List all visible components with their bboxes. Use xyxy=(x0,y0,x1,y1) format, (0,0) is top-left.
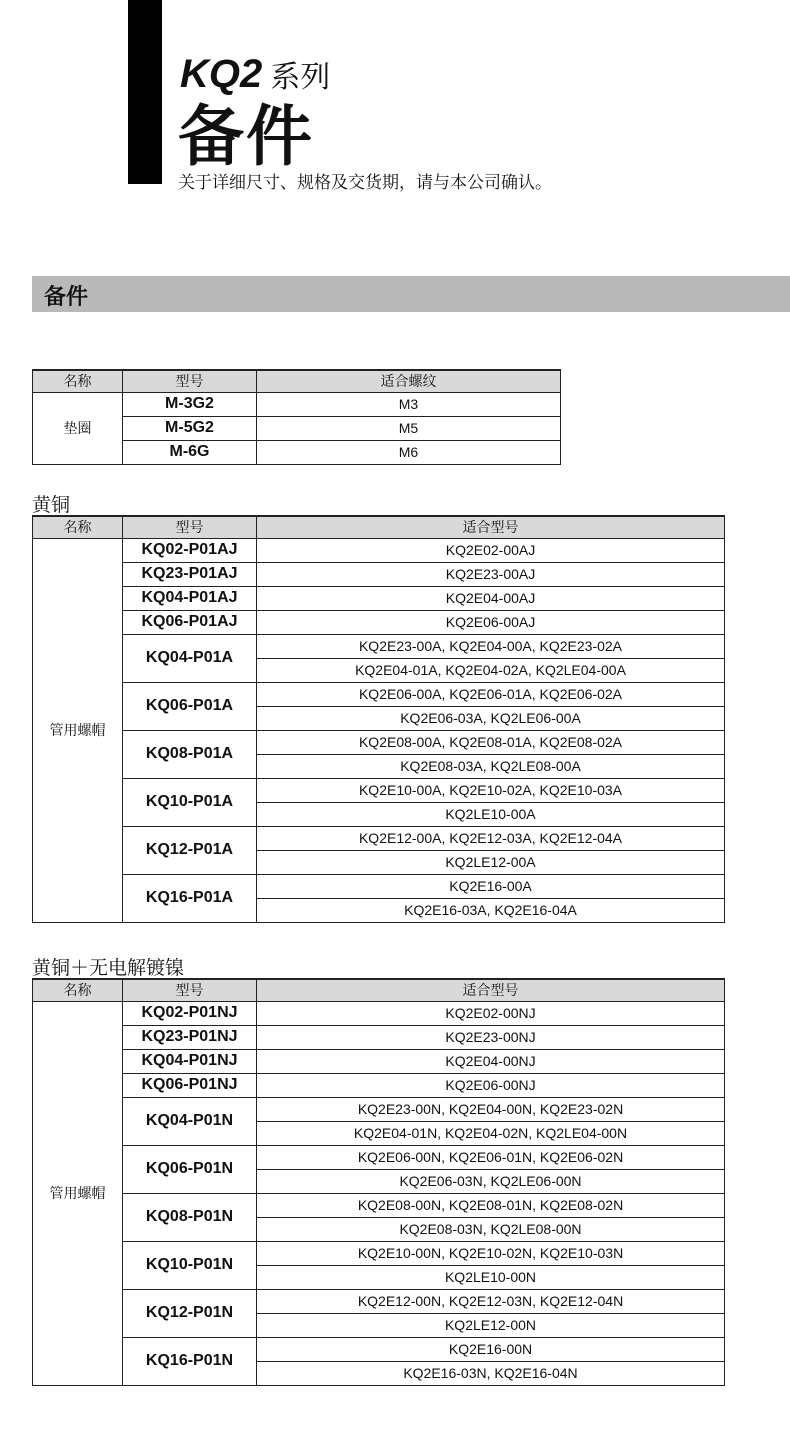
model-cell: KQ04-P01A xyxy=(123,634,257,682)
brass-nickel-heading: 黄铜＋无电解镀镍 xyxy=(32,958,185,979)
table-row xyxy=(33,682,725,706)
column-header: 适合型号 xyxy=(257,979,725,1001)
model-cell: KQ06-P01A xyxy=(123,682,257,730)
table-row xyxy=(33,1193,725,1217)
table-row xyxy=(33,1025,725,1049)
column-header: 名称 xyxy=(33,979,123,1001)
compatible-model-cell: KQ2LE10-00N xyxy=(257,1265,725,1289)
compatible-model-cell: KQ2E23-00AJ xyxy=(257,562,725,586)
model-cell: KQ02-P01AJ xyxy=(123,538,257,562)
compatible-model-cell: KQ2E06-00A, KQ2E06-01A, KQ2E06-02A xyxy=(257,682,725,706)
compatible-model-cell: KQ2E06-03A, KQ2LE06-00A xyxy=(257,706,725,730)
series-suffix: 系列 xyxy=(270,61,331,94)
compatible-model-cell: KQ2E16-00A xyxy=(257,874,725,898)
compatible-model-cell: KQ2E12-00N, KQ2E12-03N, KQ2E12-04N xyxy=(257,1289,725,1313)
model-cell: KQ23-P01AJ xyxy=(123,562,257,586)
table-row xyxy=(33,610,725,634)
compatible-model-cell: KQ2E04-00NJ xyxy=(257,1049,725,1073)
compatible-model-cell: KQ2E10-00A, KQ2E10-02A, KQ2E10-03A xyxy=(257,778,725,802)
compatible-model-cell: KQ2LE12-00A xyxy=(257,850,725,874)
item-name-cell: 管用螺帽 xyxy=(33,1001,123,1385)
table-row xyxy=(33,826,725,850)
section-header-bar xyxy=(32,276,790,312)
compatible-model-cell: KQ2E23-00N, KQ2E04-00N, KQ2E23-02N xyxy=(257,1097,725,1121)
model-cell: KQ10-P01N xyxy=(123,1241,257,1289)
column-header: 型号 xyxy=(123,979,257,1001)
column-header: 型号 xyxy=(123,370,257,392)
compatible-model-cell: KQ2E16-03A, KQ2E16-04A xyxy=(257,898,725,922)
page-title: 备件 xyxy=(178,99,314,173)
model-cell: M-6G xyxy=(123,440,257,464)
table-row xyxy=(33,730,725,754)
model-cell: M-3G2 xyxy=(123,392,257,416)
table-row xyxy=(33,1073,725,1097)
model-cell: KQ08-P01N xyxy=(123,1193,257,1241)
model-cell: KQ06-P01NJ xyxy=(123,1073,257,1097)
thread-cell: M5 xyxy=(257,416,561,440)
model-cell: KQ04-P01N xyxy=(123,1097,257,1145)
table-row xyxy=(33,538,725,562)
compatible-model-cell: KQ2E06-03N, KQ2LE06-00N xyxy=(257,1169,725,1193)
page-note: 关于详细尺寸、规格及交货期，请与本公司确认。 xyxy=(178,173,552,192)
brass-nut-table xyxy=(32,515,725,923)
compatible-model-cell: KQ2E10-00N, KQ2E10-02N, KQ2E10-03N xyxy=(257,1241,725,1265)
compatible-model-cell: KQ2E08-00N, KQ2E08-01N, KQ2E08-02N xyxy=(257,1193,725,1217)
compatible-model-cell: KQ2E16-00N xyxy=(257,1337,725,1361)
table-row xyxy=(33,1049,725,1073)
title-accent-bar xyxy=(128,0,162,184)
column-header: 适合螺纹 xyxy=(257,370,561,392)
model-cell: KQ08-P01A xyxy=(123,730,257,778)
model-cell: KQ06-P01N xyxy=(123,1145,257,1193)
table-row xyxy=(33,634,725,658)
compatible-model-cell: KQ2LE12-00N xyxy=(257,1313,725,1337)
model-cell: KQ02-P01NJ xyxy=(123,1001,257,1025)
compatible-model-cell: KQ2E23-00NJ xyxy=(257,1025,725,1049)
compatible-model-cell: KQ2E23-00A, KQ2E04-00A, KQ2E23-02A xyxy=(257,634,725,658)
item-name-cell: 垫圈 xyxy=(33,392,123,464)
brass-nickel-nut-table xyxy=(32,978,725,1386)
table-row xyxy=(33,1241,725,1265)
compatible-model-cell: KQ2LE10-00A xyxy=(257,802,725,826)
table-row xyxy=(33,1097,725,1121)
table-row xyxy=(33,392,561,416)
table-row xyxy=(33,1001,725,1025)
model-cell: KQ12-P01N xyxy=(123,1289,257,1337)
model-cell: M-5G2 xyxy=(123,416,257,440)
item-name-cell: 管用螺帽 xyxy=(33,538,123,922)
brass-heading: 黄铜 xyxy=(32,495,71,516)
model-cell: KQ12-P01A xyxy=(123,826,257,874)
model-cell: KQ23-P01NJ xyxy=(123,1025,257,1049)
compatible-model-cell: KQ2E08-03N, KQ2LE08-00N xyxy=(257,1217,725,1241)
table-row xyxy=(33,874,725,898)
table-row xyxy=(33,1337,725,1361)
compatible-model-cell: KQ2E04-00AJ xyxy=(257,586,725,610)
model-cell: KQ16-P01A xyxy=(123,874,257,922)
column-header: 名称 xyxy=(33,370,123,392)
series-heading xyxy=(180,52,330,96)
model-cell: KQ10-P01A xyxy=(123,778,257,826)
table-row xyxy=(33,562,725,586)
column-header: 适合型号 xyxy=(257,516,725,538)
model-cell: KQ06-P01AJ xyxy=(123,610,257,634)
compatible-model-cell: KQ2E08-03A, KQ2LE08-00A xyxy=(257,754,725,778)
section-title: 备件 xyxy=(44,284,89,309)
table-row xyxy=(33,586,725,610)
column-header: 名称 xyxy=(33,516,123,538)
compatible-model-cell: KQ2E08-00A, KQ2E08-01A, KQ2E08-02A xyxy=(257,730,725,754)
model-cell: KQ16-P01N xyxy=(123,1337,257,1385)
model-cell: KQ04-P01NJ xyxy=(123,1049,257,1073)
thread-cell: M3 xyxy=(257,392,561,416)
table-row xyxy=(33,1289,725,1313)
compatible-model-cell: KQ2E02-00AJ xyxy=(257,538,725,562)
compatible-model-cell: KQ2E02-00NJ xyxy=(257,1001,725,1025)
compatible-model-cell: KQ2E12-00A, KQ2E12-03A, KQ2E12-04A xyxy=(257,826,725,850)
thread-cell: M6 xyxy=(257,440,561,464)
table-row xyxy=(33,1145,725,1169)
compatible-model-cell: KQ2E06-00N, KQ2E06-01N, KQ2E06-02N xyxy=(257,1145,725,1169)
compatible-model-cell: KQ2E04-01N, KQ2E04-02N, KQ2LE04-00N xyxy=(257,1121,725,1145)
washer-table xyxy=(32,369,561,465)
column-header: 型号 xyxy=(123,516,257,538)
compatible-model-cell: KQ2E06-00NJ xyxy=(257,1073,725,1097)
compatible-model-cell: KQ2E16-03N, KQ2E16-04N xyxy=(257,1361,725,1385)
model-cell: KQ04-P01AJ xyxy=(123,586,257,610)
compatible-model-cell: KQ2E04-01A, KQ2E04-02A, KQ2LE04-00A xyxy=(257,658,725,682)
table-row xyxy=(33,778,725,802)
series-model: KQ2 xyxy=(180,52,263,96)
compatible-model-cell: KQ2E06-00AJ xyxy=(257,610,725,634)
